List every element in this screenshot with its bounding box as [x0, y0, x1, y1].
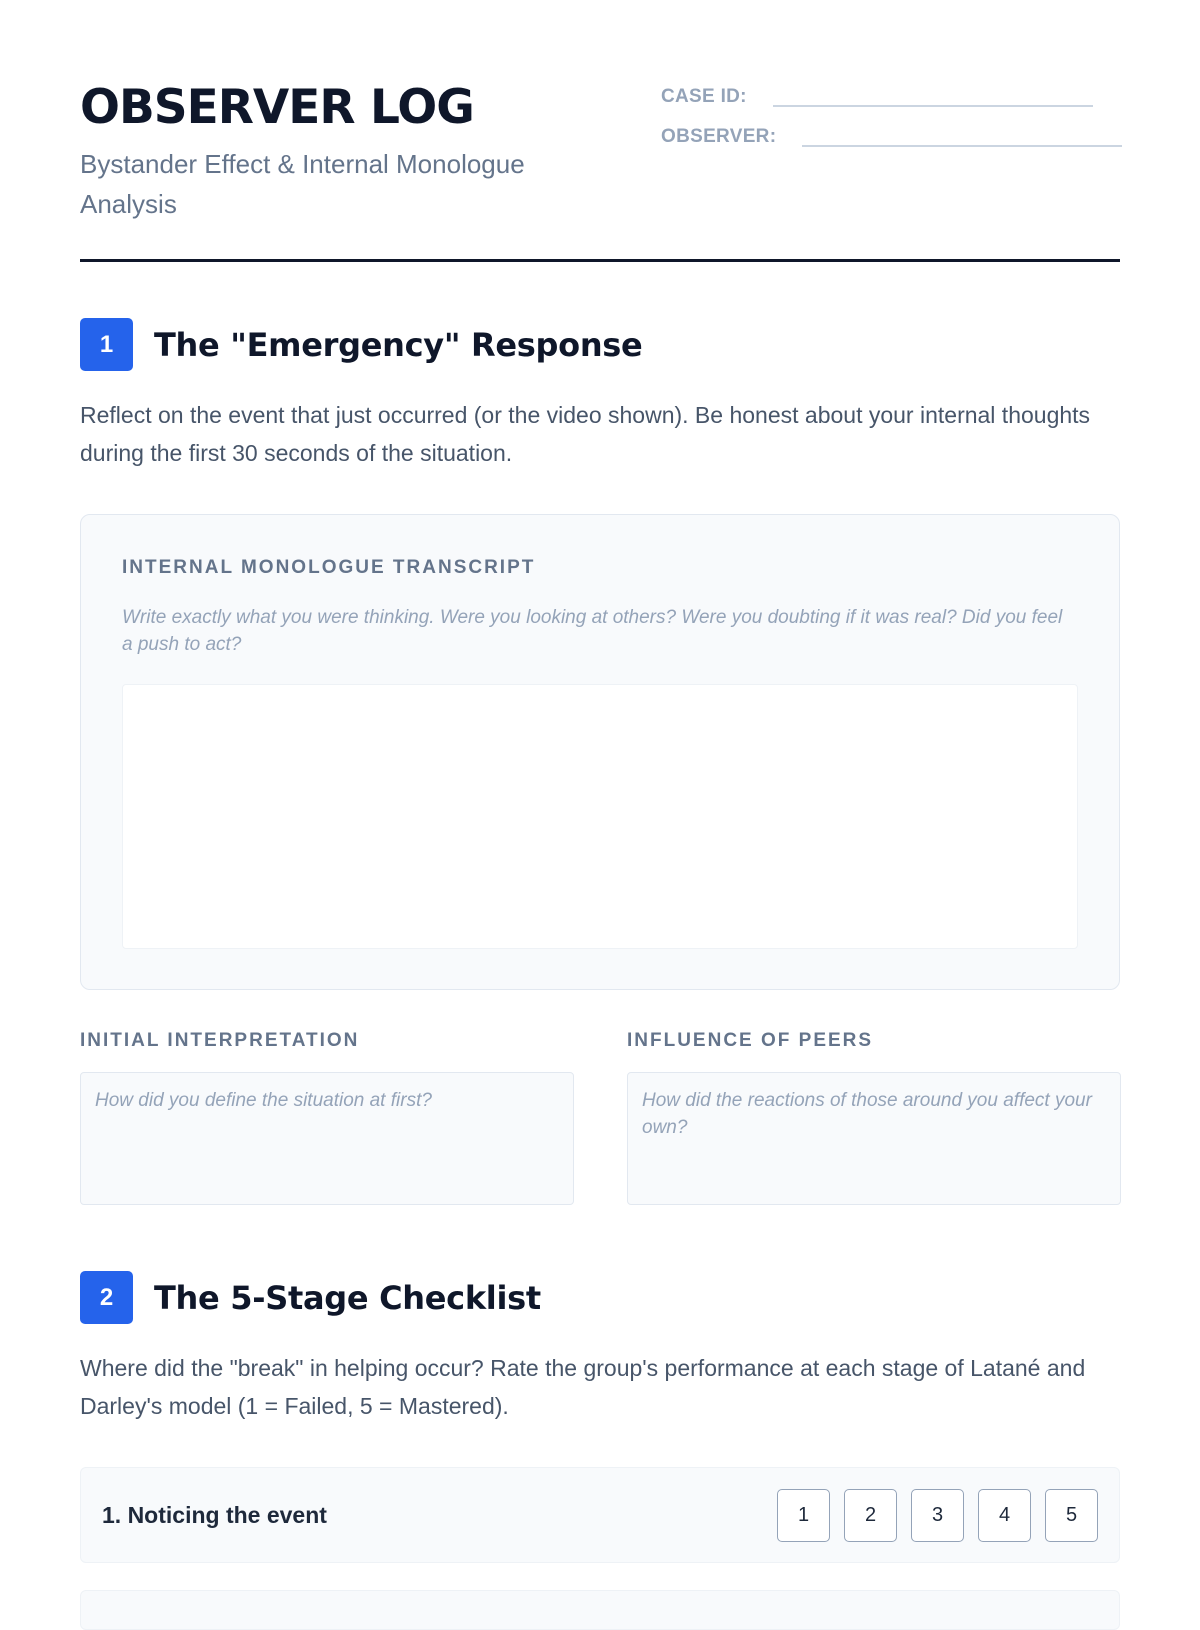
observer-input-line[interactable]: [802, 145, 1122, 147]
section-1-intro: Reflect on the event that just occurred (or the video shown). Be honest about your internal thoughts during the first 30 seconds of the situation.: [80, 402, 1091, 466]
observer-label: OBSERVER:: [661, 126, 777, 147]
monologue-panel: [80, 514, 1120, 990]
document-subtitle: Bystander Effect & Internal Monologue Analysis: [80, 149, 525, 219]
monologue-hint: Write exactly what you were thinking. Were you looking at others? Were you doubting if it was real? Did you feel a push to act?: [122, 607, 1063, 655]
case-id-field: [661, 80, 1093, 108]
stage-row-next: [80, 1590, 1120, 1630]
section-2-intro: Where did the "break" in helping occur? Rate the group's performance at each stage of Latané and Darley's model (1 = Failed, 5 = Mastered).: [80, 1355, 1086, 1419]
case-id-input-line[interactable]: [773, 105, 1093, 107]
observer-field: [661, 120, 1122, 148]
influence-of-peers-label: INFLUENCE OF PEERS: [627, 1030, 874, 1051]
section-2-title: The 5-Stage Checklist: [154, 1278, 541, 1317]
influence-of-peers-input[interactable]: How did the reactions of those around you affect your own?: [627, 1072, 1121, 1205]
section-2-number-badge: 2: [80, 1271, 133, 1324]
rating-button-4[interactable]: 4: [978, 1489, 1031, 1542]
rating-button-5[interactable]: 5: [1045, 1489, 1098, 1542]
initial-interpretation-input[interactable]: How did you define the situation at first?: [80, 1072, 574, 1205]
rating-button-2[interactable]: 2: [844, 1489, 897, 1542]
stage-row-noticing: [80, 1467, 1120, 1563]
stage-label: 1. Noticing the event: [102, 1501, 327, 1528]
section-2-heading: [80, 1271, 541, 1324]
rating-button-3[interactable]: 3: [911, 1489, 964, 1542]
monologue-label: INTERNAL MONOLOGUE TRANSCRIPT: [122, 557, 536, 578]
initial-interpretation-field: [80, 1030, 574, 1205]
section-1-number-badge: 1: [80, 318, 133, 371]
section-1-title: The "Emergency" Response: [154, 325, 643, 364]
document-header: [80, 76, 1120, 262]
case-id-label: CASE ID:: [661, 86, 747, 107]
section-1-heading: [80, 318, 642, 371]
monologue-textarea[interactable]: [122, 684, 1078, 949]
document-title: OBSERVER LOG: [80, 80, 474, 135]
rating-button-1[interactable]: 1: [777, 1489, 830, 1542]
rating-group: [777, 1489, 1098, 1542]
influence-of-peers-field: [627, 1030, 1121, 1205]
initial-interpretation-label: INITIAL INTERPRETATION: [80, 1030, 360, 1051]
